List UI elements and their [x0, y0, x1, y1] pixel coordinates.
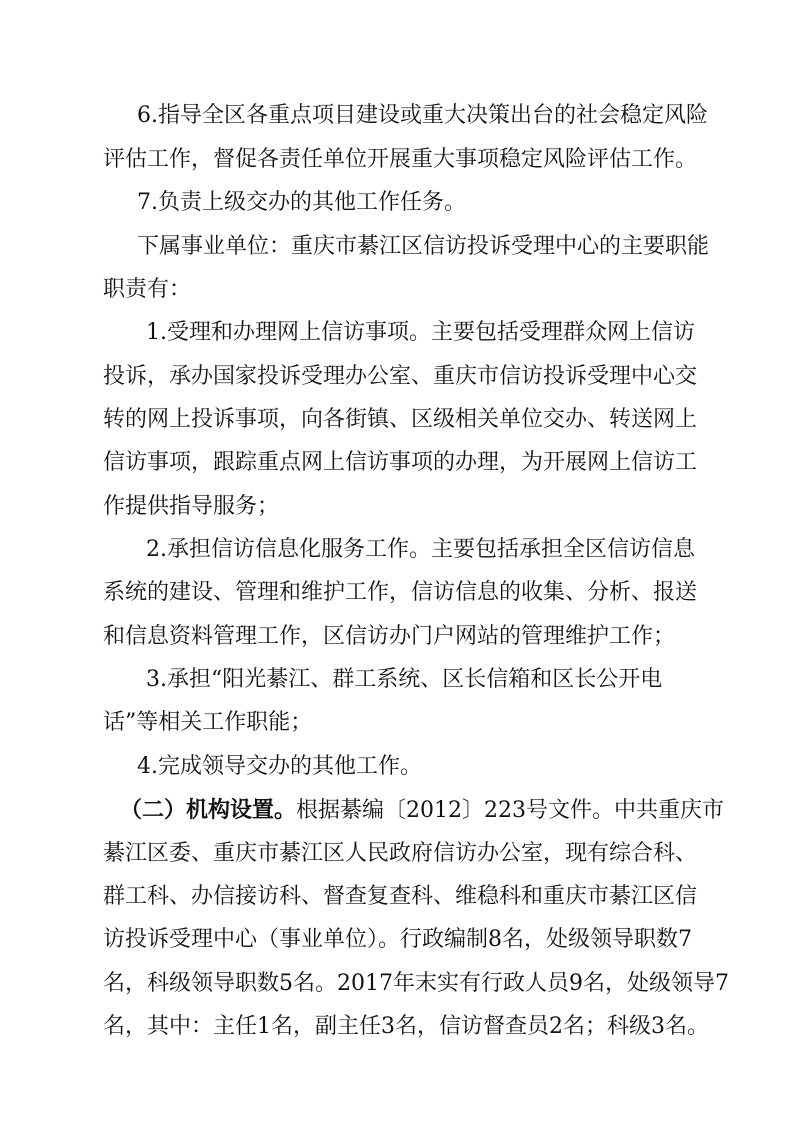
duty-4-line-1: 4.完成领导交办的其他工作。 — [137, 754, 422, 779]
duty-2-line-2: 系统的建设、管理和维护工作，信访信息的收集、分析、报送 — [103, 580, 698, 605]
org-setup-line-5: 名，科级领导职数5名。2017年末实有行政人员9名，处级领导7 — [103, 971, 729, 996]
paragraph-6-line-1: 6.指导全区各重点项目建设或重大决策出台的社会稳定风险 — [137, 103, 708, 128]
org-setup-text: 根据綦编〔2012〕223号文件。中共重庆市 — [296, 798, 724, 823]
duty-1-line-3: 转的网上投诉事项，向各街镇、区级相关单位交办、转送网上 — [103, 407, 698, 432]
subordinate-unit-line-2: 职责有： — [103, 277, 192, 302]
duty-2-line-1: 2.承担信访信息化服务工作。主要包括承担全区信访信息 — [146, 537, 695, 562]
duty-3-line-2: 话”等相关工作职能； — [103, 710, 313, 735]
org-setup-line-3: 群工科、办信接访科、督查复查科、维稳科和重庆市綦江区信 — [103, 884, 698, 909]
org-setup-heading: （二）机构设置。 — [120, 797, 297, 823]
duty-2-line-3: 和信息资料管理工作，区信访办门户网站的管理维护工作； — [103, 624, 676, 649]
duty-1-line-1: 1.受理和办理网上信访事项。主要包括受理群众网上信访 — [146, 320, 695, 345]
org-setup-line-1 — [120, 793, 793, 827]
paragraph-6-line-2: 评估工作，督促各责任单位开展重大事项稳定风险评估工作。 — [103, 147, 698, 172]
duty-1-line-4: 信访事项，跟踪重点网上信访事项的办理，为开展网上信访工 — [103, 450, 698, 475]
duty-1-line-5: 作提供指导服务； — [103, 494, 280, 519]
duty-3-line-1: 3.承担“阳光綦江、群工系统、区长信箱和区长公开电 — [146, 667, 663, 692]
paragraph-7-line-1: 7.负责上级交办的其他工作任务。 — [137, 190, 466, 215]
subordinate-unit-line-1: 下属事业单位：重庆市綦江区信访投诉受理中心的主要职能 — [137, 234, 710, 259]
org-setup-line-4: 访投诉受理中心（事业单位）。行政编制8名，处级领导职数7 — [103, 927, 692, 952]
duty-1-line-2: 投诉，承办国家投诉受理办公室、重庆市信访投诉受理中心交 — [103, 364, 698, 389]
org-setup-line-6: 名，其中：主任1名，副主任3名，信访督查员2名；科级3名。 — [103, 1014, 709, 1039]
org-setup-line-2: 綦江区委、重庆市綦江区人民政府信访办公室，现有综合科、 — [103, 841, 698, 866]
